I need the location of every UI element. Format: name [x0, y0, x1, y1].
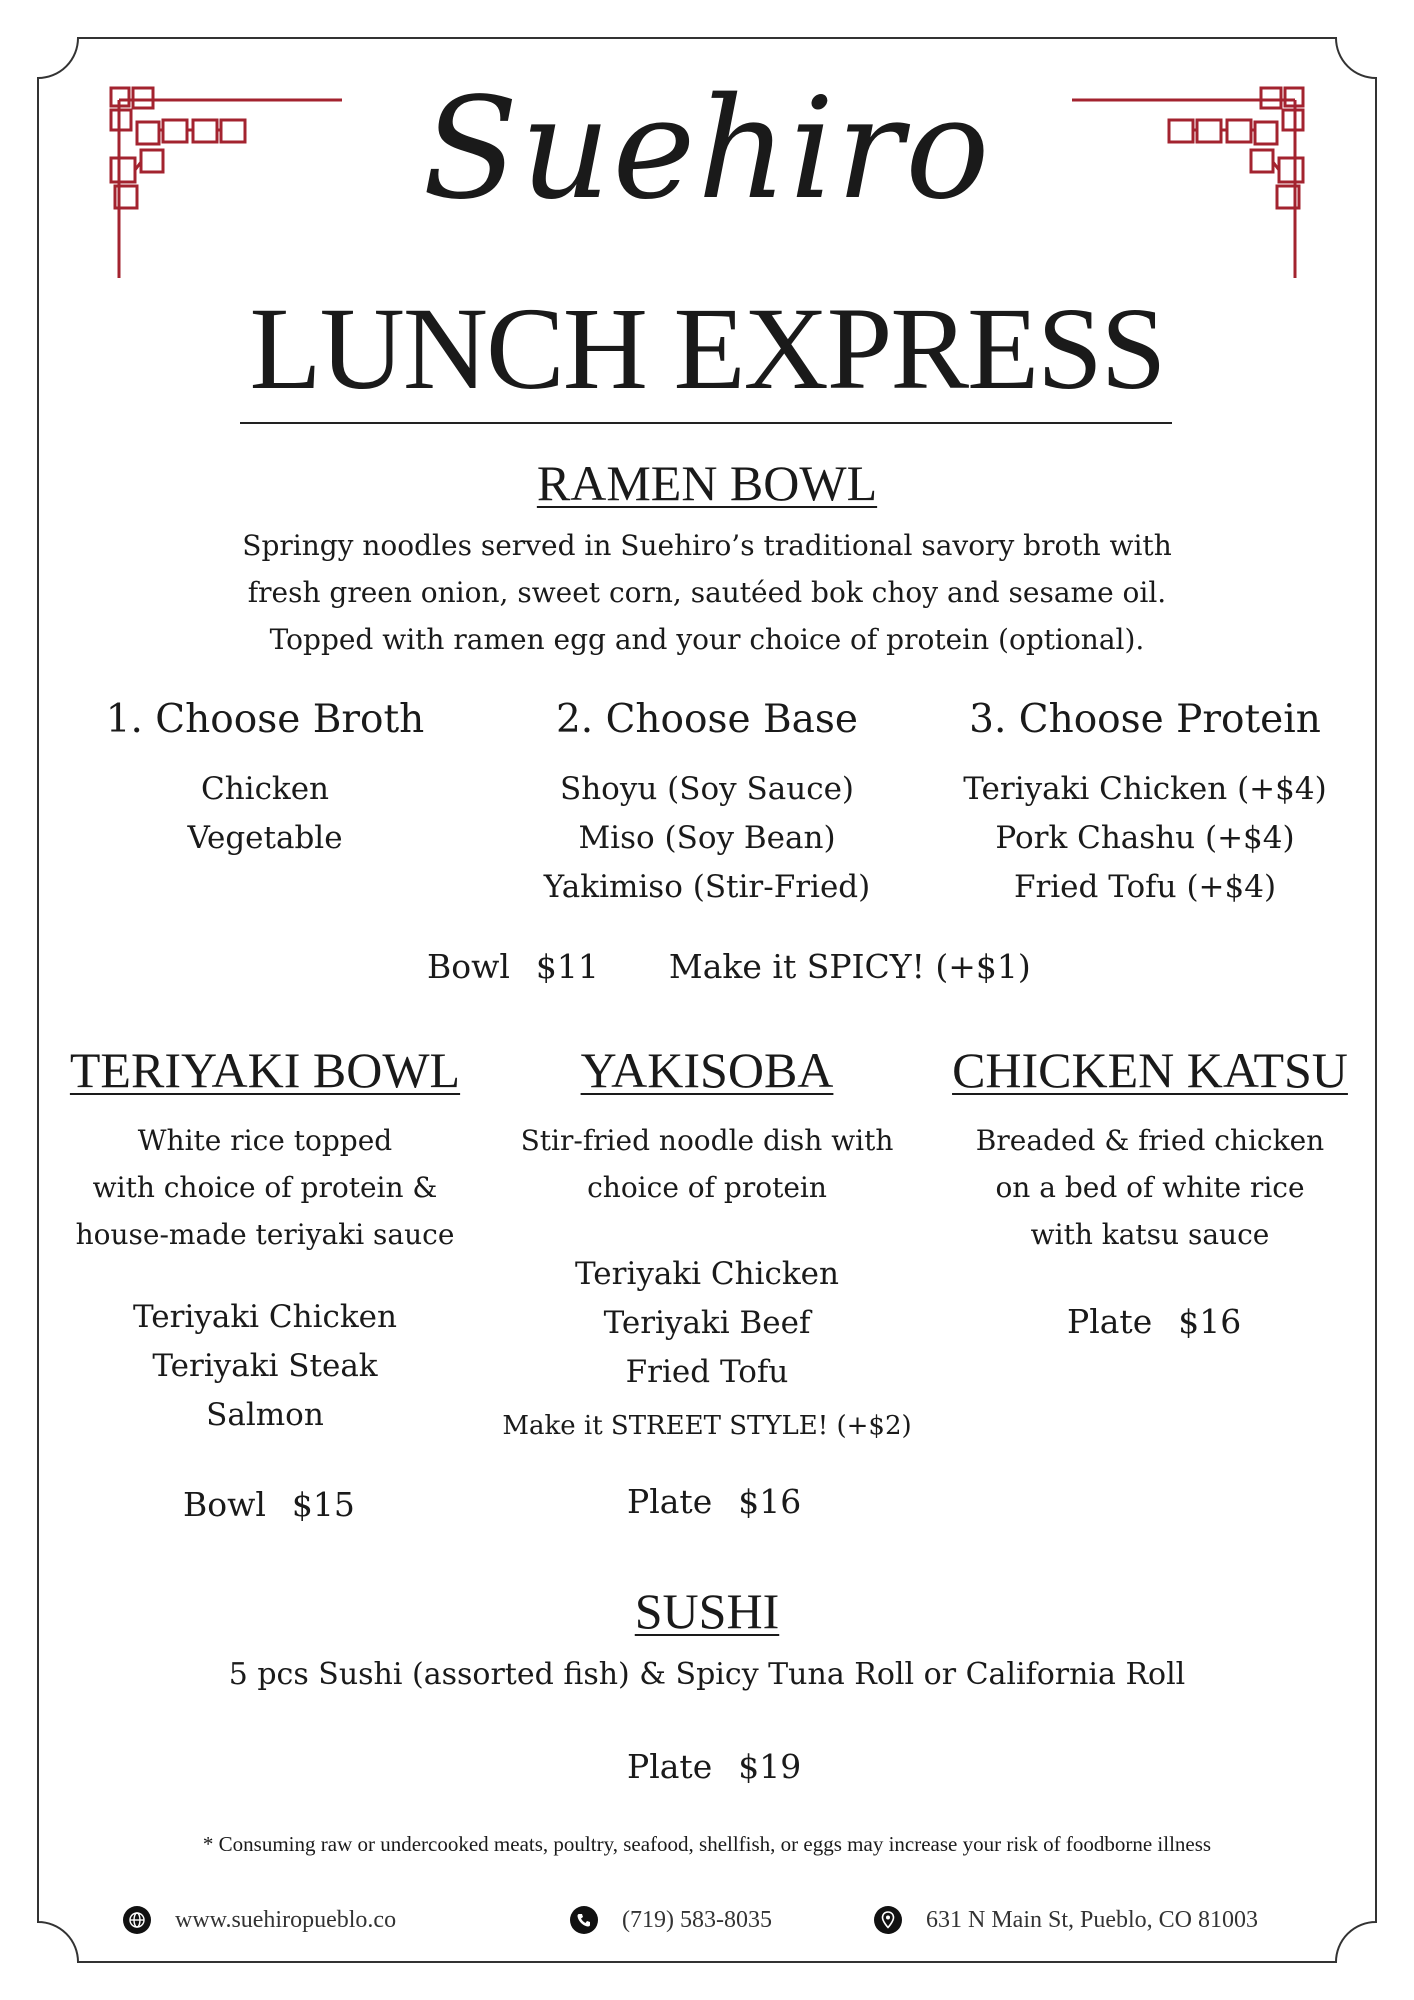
option-item: Teriyaki Steak — [152, 1348, 378, 1384]
katsu-price-row — [1067, 1302, 1242, 1341]
sushi-price: $19 — [738, 1747, 802, 1786]
ramen-desc-line: Topped with ramen egg and your choice of protein (optional). — [269, 623, 1145, 656]
teriyaki-heading: TERIYAKI BOWL — [69, 1042, 461, 1098]
desc-line: with katsu sauce — [1030, 1218, 1270, 1251]
option-item: Chicken — [200, 771, 330, 807]
broth-options — [65, 765, 465, 863]
yakisoba-price-row — [627, 1482, 802, 1521]
option-item: Yakimiso (Stir-Fried) — [543, 869, 871, 905]
brand-logo: Suehiro — [422, 68, 992, 231]
option-item: Fried Tofu (+$4) — [1013, 869, 1277, 905]
teriyaki-price-row — [183, 1485, 355, 1524]
ramen-description — [157, 522, 1257, 663]
ramen-desc-line: Springy noodles served in Suehiro’s traditional savory broth with — [242, 529, 1172, 562]
base-options — [507, 765, 907, 912]
teriyaki-description — [45, 1117, 485, 1258]
street-style-upgrade: Make it STREET STYLE! (+$2) — [502, 1411, 912, 1441]
ramen-price-label: Bowl — [427, 947, 510, 986]
ramen-heading: RAMEN BOWL — [536, 455, 878, 511]
option-item: Teriyaki Chicken — [133, 1299, 397, 1335]
website-link[interactable]: www.suehiropueblo.co — [175, 1906, 397, 1933]
option-item: Pork Chashu (+$4) — [995, 820, 1295, 856]
katsu-description — [930, 1117, 1370, 1258]
food-safety-disclaimer: * Consuming raw or undercooked meats, poultry, seafood, shellfish, or eggs may increase your risk of foodborne illness — [202, 1832, 1212, 1856]
phone-number[interactable]: (719) 583-8035 — [622, 1906, 772, 1933]
protein-options — [920, 765, 1370, 912]
location-pin-icon — [874, 1906, 902, 1934]
yakisoba-options — [507, 1250, 907, 1397]
yakisoba-price: $16 — [738, 1482, 802, 1521]
desc-line: choice of protein — [587, 1171, 827, 1204]
title-divider — [240, 422, 1172, 424]
globe-icon — [123, 1906, 151, 1934]
phone-icon — [570, 1906, 598, 1934]
yakisoba-description — [487, 1117, 927, 1211]
ramen-price-row — [427, 947, 1031, 986]
footer-website[interactable] — [123, 1906, 396, 1934]
katsu-price-label: Plate — [1067, 1302, 1153, 1341]
desc-line: Stir-fried noodle dish with — [520, 1124, 894, 1157]
sushi-price-row — [627, 1747, 802, 1786]
desc-line: with choice of protein & — [92, 1171, 438, 1204]
ramen-price: $11 — [535, 947, 599, 986]
option-item: Vegetable — [187, 820, 343, 856]
spicy-upgrade: Make it SPICY! (+$1) — [668, 947, 1031, 986]
desc-line: White rice topped — [137, 1124, 393, 1157]
step-base-heading: 2. Choose Base — [555, 697, 859, 742]
option-item: Teriyaki Beef — [603, 1305, 811, 1341]
desc-line: on a bed of white rice — [995, 1171, 1305, 1204]
sushi-heading: SUSHI — [634, 1583, 780, 1639]
teriyaki-price: $15 — [291, 1485, 355, 1524]
option-item: Miso (Soy Bean) — [578, 820, 836, 856]
option-item: Shoyu (Soy Sauce) — [559, 771, 855, 807]
ramen-desc-line: fresh green onion, sweet corn, sautéed bok choy and sesame oil. — [247, 576, 1167, 609]
sushi-description: 5 pcs Sushi (assorted fish) & Spicy Tuna Roll or California Roll — [228, 1657, 1186, 1692]
footer-phone[interactable] — [570, 1906, 772, 1934]
yakisoba-heading: YAKISOBA — [580, 1042, 834, 1098]
option-item: Salmon — [206, 1397, 324, 1433]
option-item: Teriyaki Chicken (+$4) — [963, 771, 1327, 807]
option-item: Teriyaki Chicken — [575, 1256, 839, 1292]
footer-address[interactable] — [874, 1906, 1258, 1934]
option-item: Fried Tofu — [625, 1354, 789, 1390]
menu-title: LUNCH EXPRESS — [249, 283, 1165, 414]
teriyaki-price-label: Bowl — [183, 1485, 266, 1524]
desc-line: Breaded & fried chicken — [975, 1124, 1325, 1157]
katsu-price: $16 — [1178, 1302, 1242, 1341]
sushi-price-label: Plate — [627, 1747, 713, 1786]
desc-line: house-made teriyaki sauce — [75, 1218, 455, 1251]
yakisoba-price-label: Plate — [627, 1482, 713, 1521]
step-protein-heading: 3. Choose Protein — [969, 697, 1321, 742]
step-broth-heading: 1. Choose Broth — [105, 697, 425, 742]
katsu-heading: CHICKEN KATSU — [952, 1042, 1348, 1098]
address-text[interactable]: 631 N Main St, Pueblo, CO 81003 — [926, 1906, 1259, 1933]
teriyaki-options — [45, 1293, 485, 1440]
